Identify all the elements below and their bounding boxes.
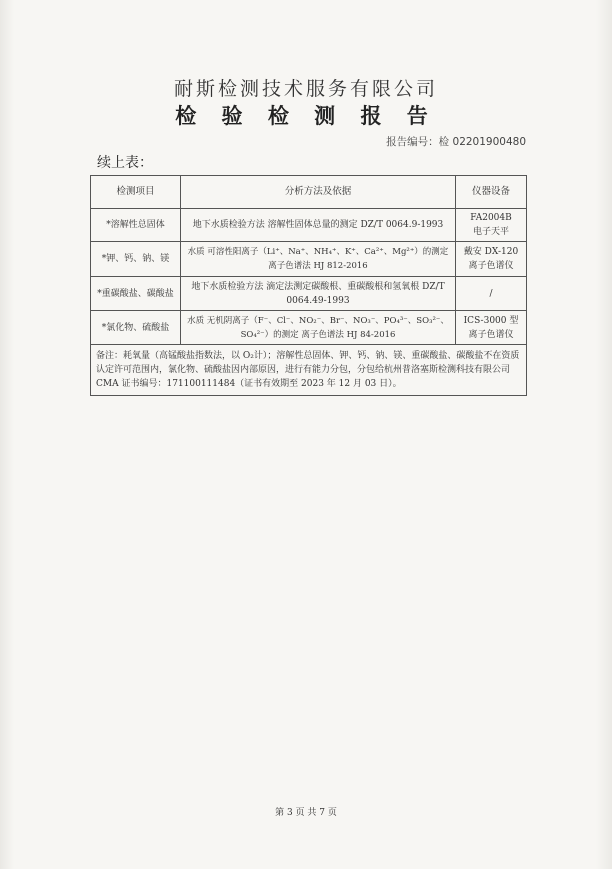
- equipment-model: 戴安 DX-120: [463, 247, 519, 257]
- row-item: *钾、钙、钠、镁: [91, 242, 181, 277]
- equipment-model: ICS-3000 型: [463, 315, 519, 326]
- company-name: 耐斯检测技术服务有限公司: [173, 78, 438, 100]
- table-header-row: [91, 176, 527, 209]
- equipment-model: /: [489, 288, 493, 299]
- table-note: 备注：耗氧量（高锰酸盐指数法，以 O₂计）；溶解性总固体、钾、钙、钠、镁、重碳酸盐、碳酸盐不在资质认定许可范围内，氯化物、硫酸盐因内部原因，进行有能力分包，分包给杭州普洛塞斯检测科技有限公司 CMA 证书编号：171100111484（证书有效期至 2023 年 12 月 03 日）。: [91, 345, 527, 396]
- row-equipment: [456, 242, 527, 277]
- report-number: [386, 134, 526, 149]
- equipment-type: 离子色谱仪: [468, 261, 514, 271]
- row-item: *氯化物、硫酸盐: [91, 311, 181, 345]
- equipment-type: 离子色谱仪: [468, 329, 514, 340]
- table-row: [91, 209, 527, 242]
- report-title: 检 验 检 测 报 告: [175, 104, 437, 128]
- row-method: 地下水质检验方法 溶解性固体总量的测定 DZ/T 0064.9-1993: [181, 209, 456, 242]
- report-number-value: 检 02201900480: [438, 136, 526, 148]
- table-row: [91, 311, 527, 345]
- report-number-label: 报告编号：: [386, 136, 439, 148]
- row-equipment: [456, 209, 527, 242]
- table-row: [91, 277, 527, 311]
- row-method: 水质 可溶性阳离子（Li⁺、Na⁺、NH₄⁺、K⁺、Ca²⁺、Mg²⁺）的测定 离子色谱法 HJ 812-2016: [181, 242, 456, 277]
- header-item: 检测项目: [91, 176, 181, 209]
- row-equipment: [456, 277, 527, 311]
- row-method: 水质 无机阴离子（F⁻、Cl⁻、NO₂⁻、Br⁻、NO₃⁻、PO₄³⁻、SO₃²⁻、SO₄²⁻）的测定 离子色谱法 HJ 84-2016: [181, 311, 456, 345]
- row-item: *溶解性总固体: [91, 209, 181, 242]
- table-row: [91, 242, 527, 277]
- row-equipment: [456, 311, 527, 345]
- header-method: 分析方法及依据: [181, 176, 456, 209]
- methods-table: [90, 175, 527, 396]
- header-equipment: 仪器设备: [456, 176, 527, 209]
- page-number: 第 3 页 共 7 页: [275, 808, 337, 818]
- equipment-type: 电子天平: [472, 227, 509, 237]
- row-method: 地下水质检验方法 滴定法测定碳酸根、重碳酸根和氢氧根 DZ/T 0064.49-1993: [181, 277, 456, 311]
- equipment-model: FA2004B: [470, 213, 512, 223]
- continued-label: 续上表：: [97, 155, 153, 171]
- table-note-row: [91, 345, 527, 396]
- row-item: *重碳酸盐、碳酸盐: [91, 277, 181, 311]
